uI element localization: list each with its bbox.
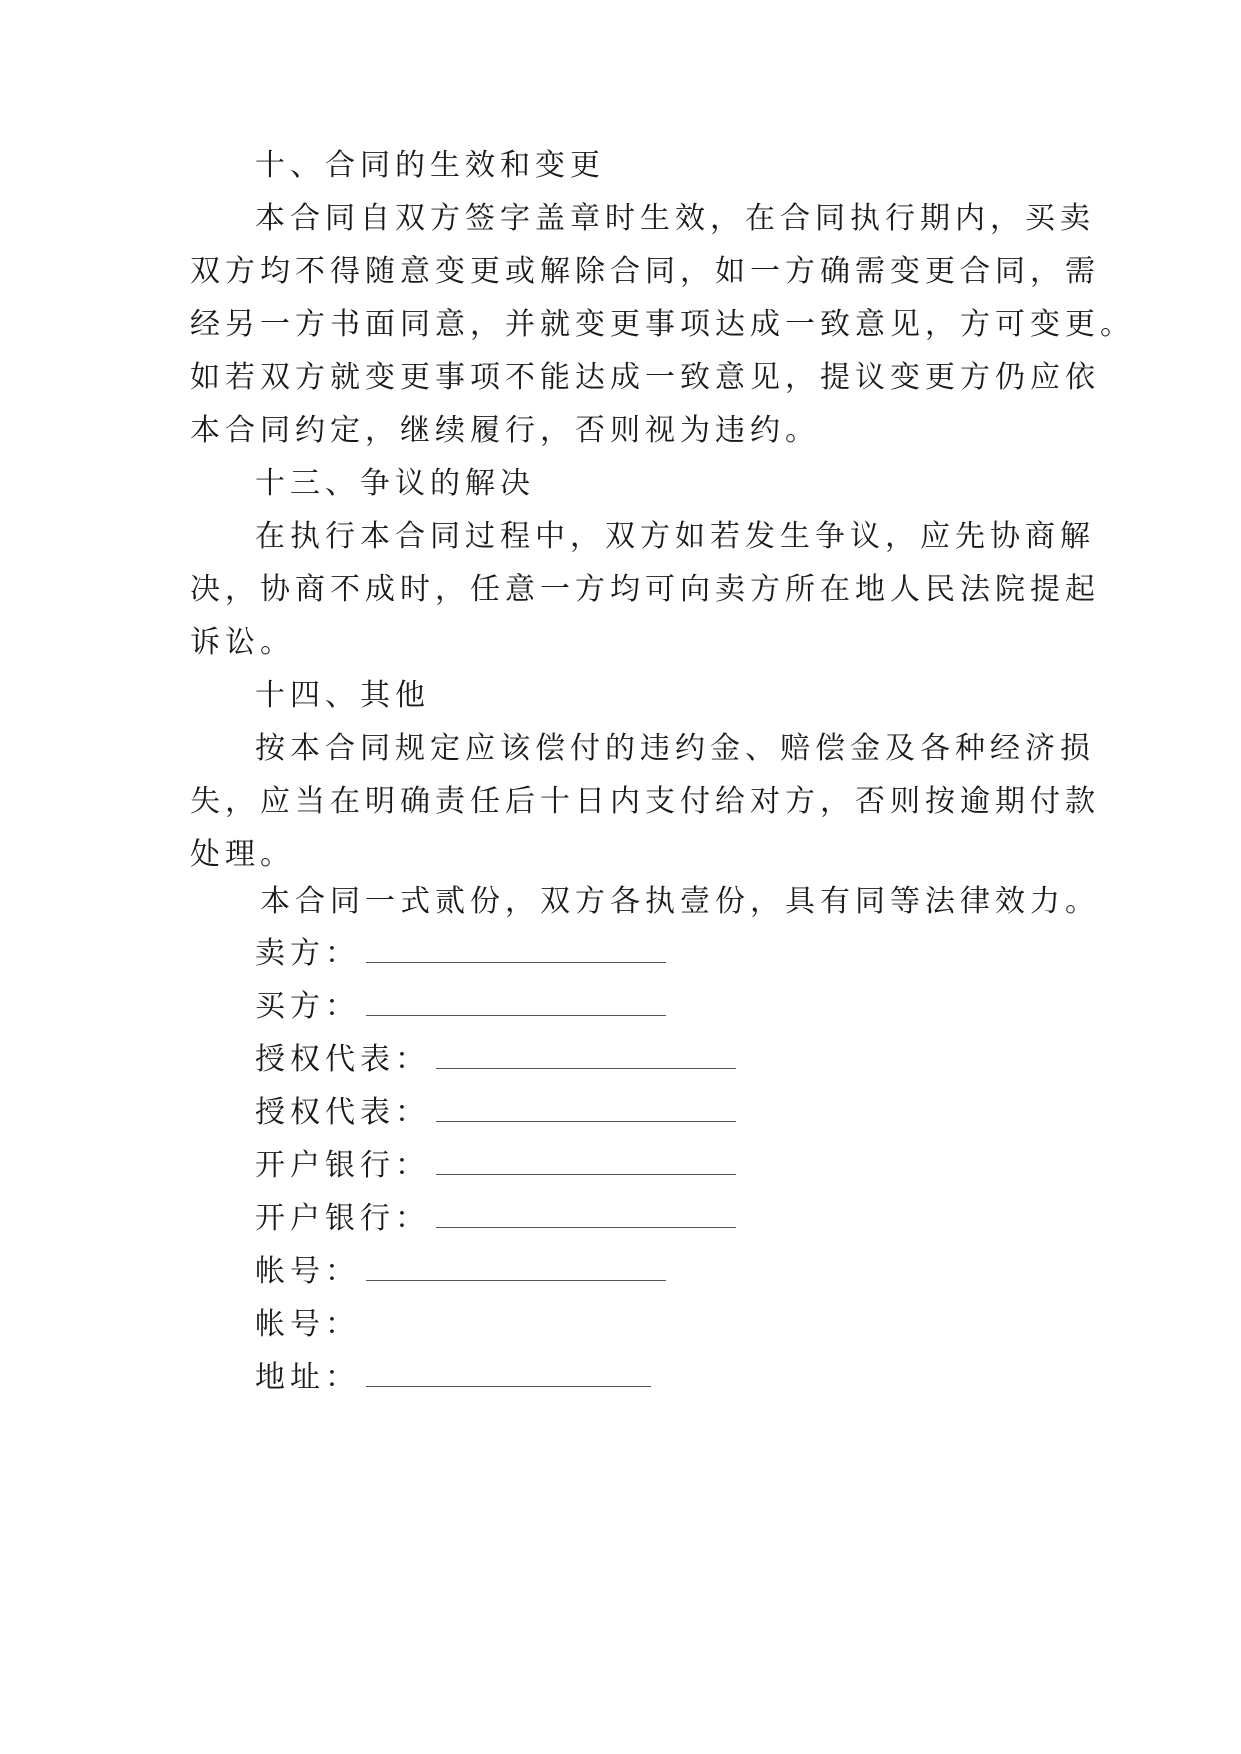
account-field-1 [255,1252,1135,1292]
rep-blank-line-2 [436,1095,736,1122]
bank-label-1: 开户银行： [255,1148,430,1183]
paragraph-line: 按本合同规定应该偿付的违约金、赔偿金及各种经济损 [255,731,1095,766]
buyer-label: 买方： [255,989,360,1024]
rep-label-1: 授权代表： [255,1042,430,1077]
address-blank-line [366,1360,651,1387]
account-label-2: 帐号： [255,1307,360,1342]
paragraph-line: 本合同自双方签字盖章时生效，在合同执行期内，买卖 [255,201,1095,236]
address-label: 地址： [255,1360,360,1395]
section-13-heading: 十三、争议的解决 [255,466,535,501]
paragraph-line: 经另一方书面同意，并就变更事项达成一致意见，方可变更。 [190,307,1135,342]
account-blank-line-1 [366,1254,666,1281]
buyer-blank-line [366,989,666,1016]
paragraph-line: 失，应当在明确责任后十日内支付给对方，否则按逾期付款 [190,784,1100,819]
rep-field-1 [255,1040,1135,1080]
paragraph-line: 双方均不得随意变更或解除合同，如一方确需变更合同，需 [190,254,1100,289]
seller-field [255,934,1135,974]
paragraph-line: 本合同约定，继续履行，否则视为违约。 [190,413,820,448]
rep-field-2 [255,1093,1135,1133]
seller-label: 卖方： [255,936,360,971]
rep-blank-line-1 [436,1042,736,1069]
section-14-heading: 十四、其他 [255,678,430,713]
paragraph-line: 如若双方就变更事项不能达成一致意见，提议变更方仍应依 [190,360,1100,395]
rep-label-2: 授权代表： [255,1095,430,1130]
section-10-heading: 十、合同的生效和变更 [255,148,605,183]
bank-label-2: 开户银行： [255,1201,430,1236]
closing-statement: 本合同一式贰份，双方各执壹份，具有同等法律效力。 [260,884,1100,919]
bank-blank-line-2 [436,1201,736,1228]
paragraph-line: 决，协商不成时，任意一方均可向卖方所在地人民法院提起 [190,572,1100,607]
paragraph-line: 在执行本合同过程中，双方如若发生争议，应先协商解 [255,519,1095,554]
account-label-1: 帐号： [255,1254,360,1289]
bank-field-1 [255,1146,1135,1186]
address-field [255,1358,1135,1398]
paragraph-line: 诉讼。 [190,625,295,660]
seller-blank-line [366,936,666,963]
buyer-field [255,987,1135,1027]
bank-field-2 [255,1199,1135,1239]
bank-blank-line-1 [436,1148,736,1175]
paragraph-line: 处理。 [190,837,295,872]
account-field-2 [255,1305,1135,1345]
